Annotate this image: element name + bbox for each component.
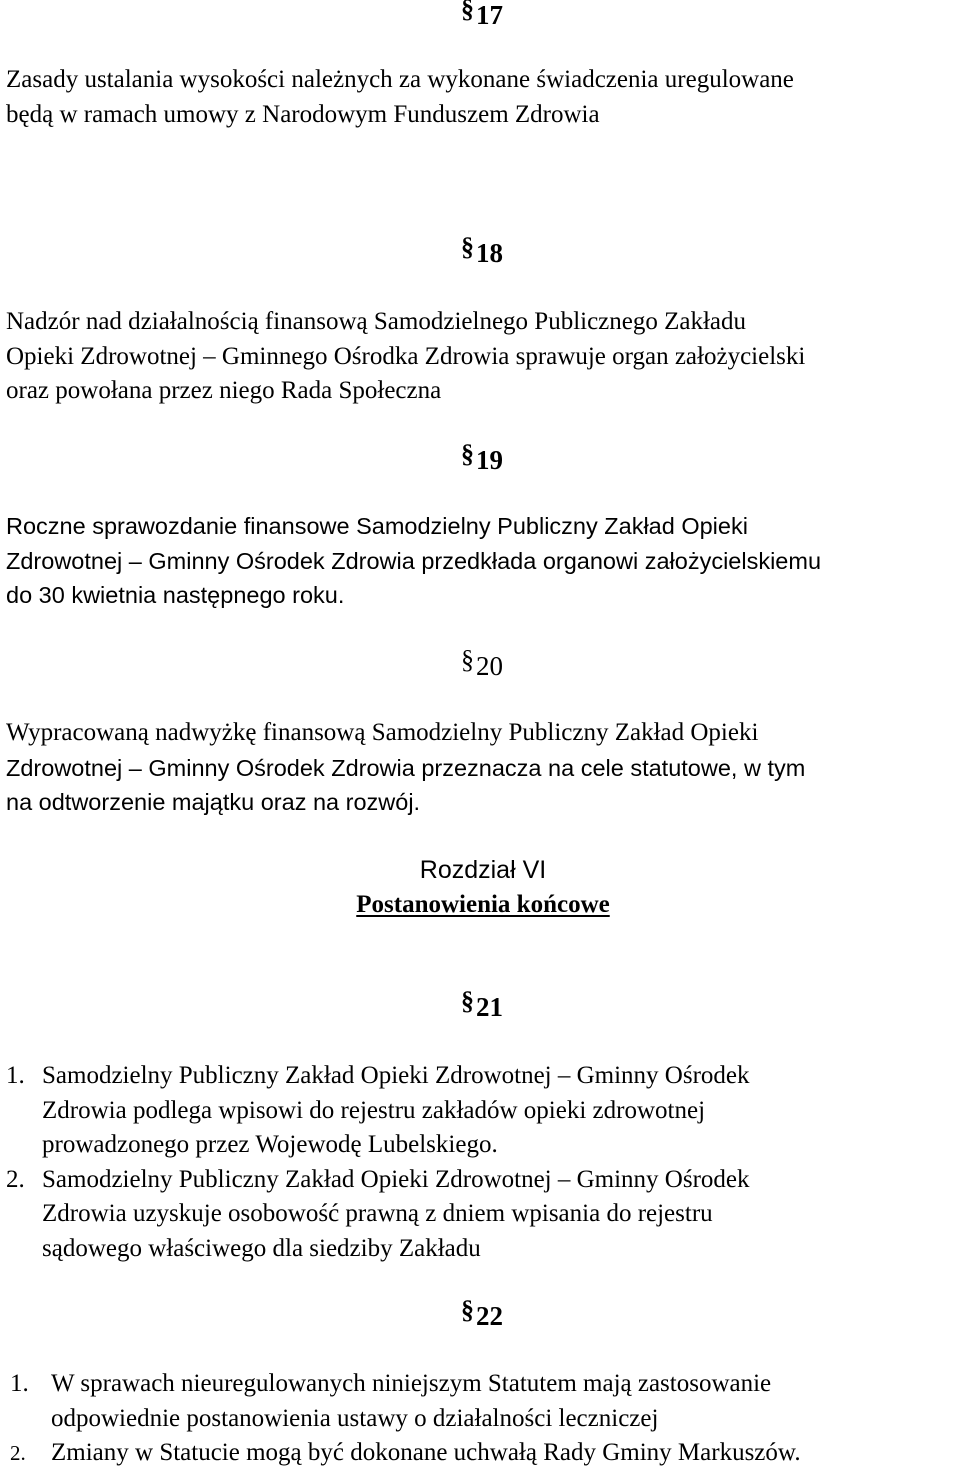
section-number: 22 [476, 1301, 503, 1331]
text-line: Zdrowotnej – Gminny Ośrodek Zdrowia przedkłada organowi założycielskiemu [6, 547, 822, 574]
section-18-heading [461, 232, 503, 268]
section-20-text [6, 716, 956, 820]
section-symbol: § [461, 986, 474, 1015]
text-line: Zdrowia podlega wpisowi do rejestru zakładów opieki zdrowotnej [42, 1096, 706, 1124]
list-number: 2. [10, 1441, 26, 1465]
section-21-heading [461, 986, 503, 1022]
text-line: Samodzielny Publiczny Zakład Opieki Zdrowotnej – Gminny Ośrodek [42, 1165, 750, 1193]
chapter-label: Rozdział VI [419, 856, 547, 884]
section-symbol: § [461, 0, 474, 23]
text-line: Roczne sprawozdanie finansowe Samodzielny Publiczny Zakład Opieki [6, 513, 748, 539]
text-line: Zdrowia uzyskuje osobowość prawną z dniem wpisania do rejestru [42, 1200, 713, 1227]
section-19-heading [461, 439, 503, 475]
text-line: Zdrowotnej – Gminny Ośrodek Zdrowia przeznacza na cele statutowe, w tym [6, 754, 806, 781]
text-line: prowadzonego przez Wojewodę Lubelskiego. [42, 1131, 498, 1158]
text-line: Opieki Zdrowotnej – Gminnego Ośrodka Zdrowia sprawuje organ założycielski [6, 342, 806, 370]
text-line: sądowego właściwego dla siedziby Zakładu [42, 1234, 481, 1262]
chapter-title-text: Postanowienia końcowe [356, 891, 610, 918]
text-line: do 30 kwietnia następnego roku. [6, 582, 345, 608]
text-line: Zasady ustalania wysokości należnych za wykonane świadczenia uregulowane [6, 66, 794, 93]
text-line: będą w ramach umowy z Narodowym Funduszem Zdrowia [6, 100, 600, 128]
chapter-title [0, 888, 960, 922]
list-number: 1. [6, 1062, 25, 1089]
text-line: na odtworzenie majątku oraz na rozwój. [6, 789, 421, 815]
list-item [6, 1059, 750, 1163]
section-number: 19 [476, 445, 503, 475]
text-line: W sprawach nieuregulowanych niniejszym Statutem mają zastosowanie [51, 1370, 772, 1397]
text-line: oraz powołana przez niego Rada Społeczna [6, 377, 442, 404]
section-19-text [6, 509, 956, 613]
text-line: Zmiany w Statucie mogą być dokonane uchwałą Rady Gminy Markuszów. [51, 1439, 801, 1466]
section-21-list [6, 1059, 750, 1266]
section-symbol: § [461, 232, 474, 261]
section-symbol: § [461, 439, 474, 468]
section-17-text [6, 63, 956, 132]
list-item [6, 1367, 801, 1436]
text-line: Wypracowaną nadwyżkę finansową Samodzielny Publiczny Zakład Opieki [6, 719, 759, 746]
section-number: 18 [476, 238, 503, 268]
section-22-list [6, 1367, 801, 1471]
section-17-heading [461, 0, 503, 30]
section-number: 17 [476, 0, 503, 30]
text-line: odpowiednie postanowienia ustawy o działalności leczniczej [51, 1404, 659, 1432]
text-line: Samodzielny Publiczny Zakład Opieki Zdrowotnej – Gminny Ośrodek [42, 1062, 750, 1089]
section-symbol: § [461, 1295, 474, 1324]
section-symbol: § [461, 645, 474, 674]
list-item [6, 1436, 801, 1471]
section-20-heading [461, 645, 503, 681]
section-18-text [6, 305, 956, 409]
list-number: 1. [10, 1370, 29, 1397]
section-22-heading [461, 1295, 503, 1331]
section-number: 20 [476, 651, 503, 681]
text-line: Nadzór nad działalnością finansową Samodzielnego Publicznego Zakładu [6, 308, 747, 335]
list-number: 2. [6, 1165, 25, 1193]
list-item [6, 1163, 750, 1267]
section-number: 21 [476, 992, 503, 1022]
